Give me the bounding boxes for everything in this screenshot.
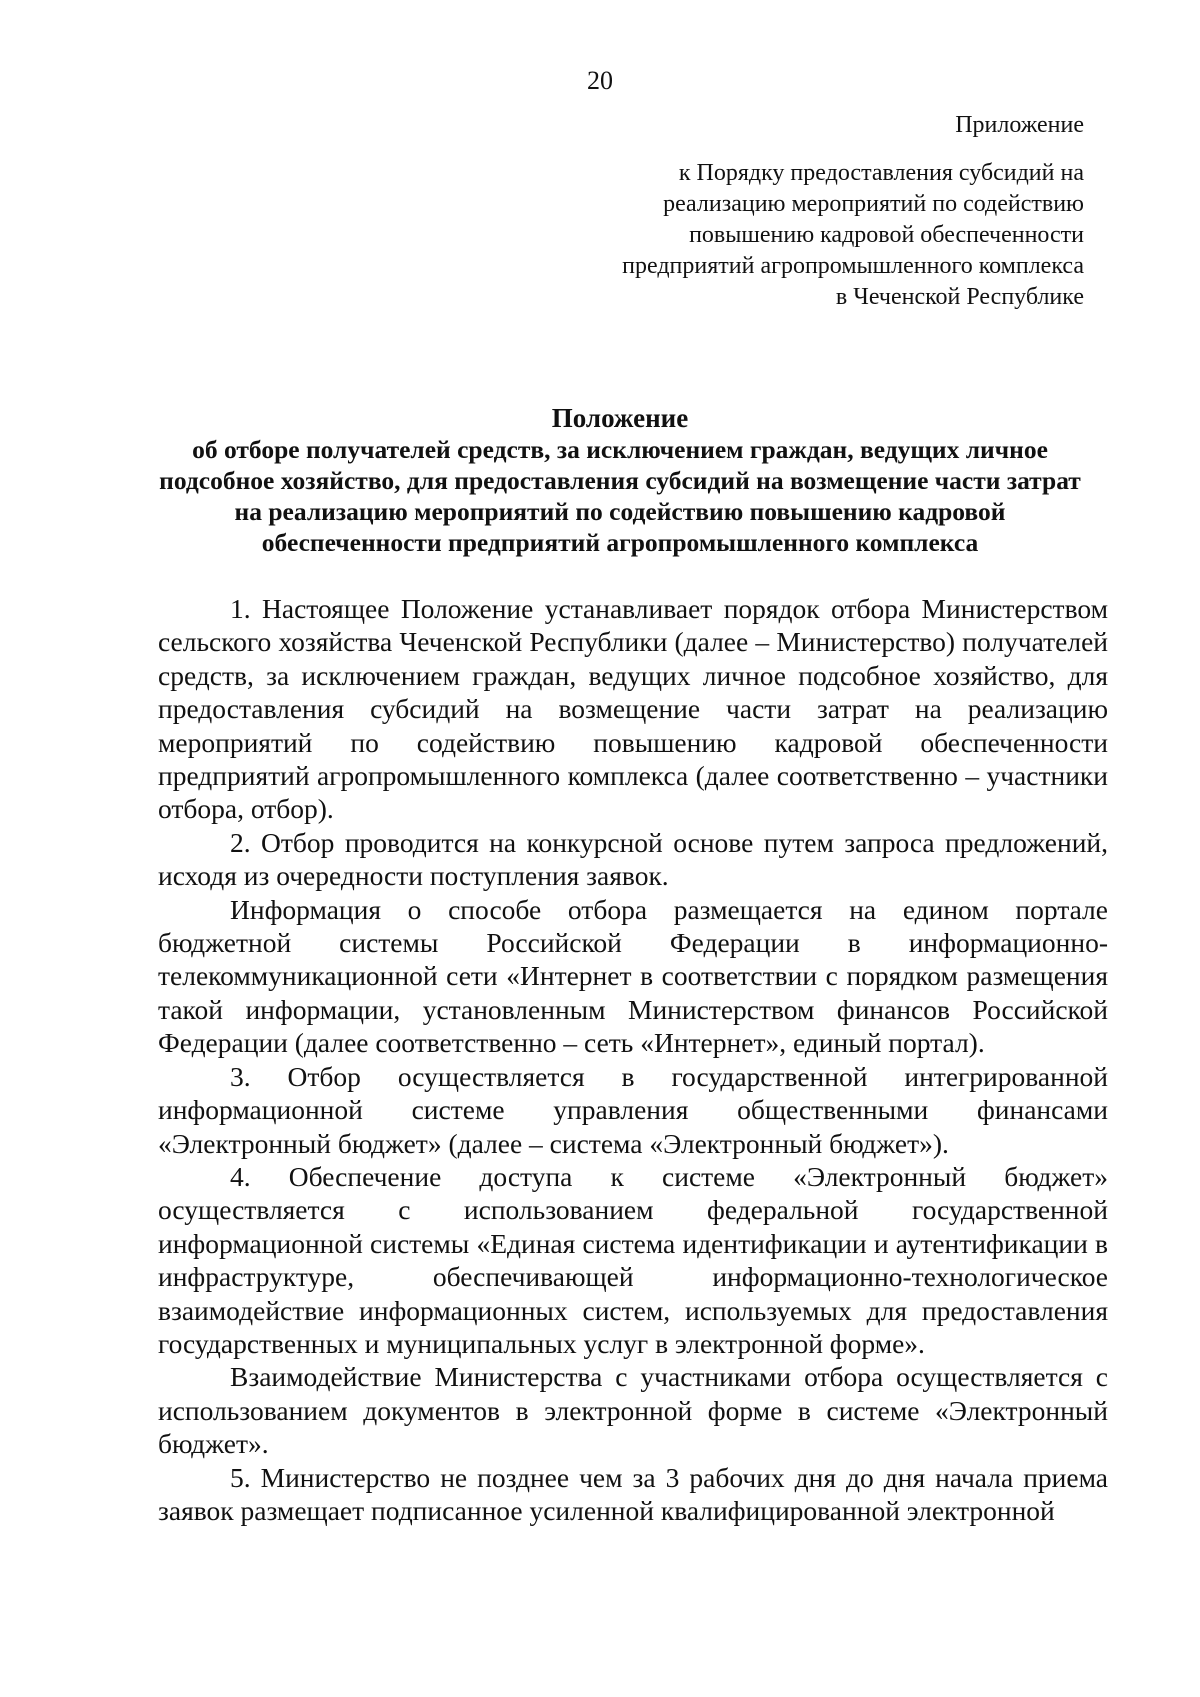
paragraph-7: 5. Министерство не позднее чем за 3 рабочих дня до дня начала приема заявок размещает подписанное усиленной квалифицированной электронной [158, 1461, 1108, 1526]
document-title [150, 403, 1090, 558]
appendix-body: к Порядку предоставления субсидий на реализацию мероприятий по содействию повышению кадровой обеспеченности предприятий агропромышленного комплекса в Чеченской Республике [622, 160, 1084, 310]
title-heading: Положение [551, 403, 689, 433]
title-subtitle: об отборе получателей средств, за исключением граждан, ведущих личное подсобное хозяйство, для предоставления субсидий на возмещение части затрат на реализацию мероприятий по содействию повышению кадровой обеспеченности предприятий агропромышленного комплекса [159, 435, 1081, 557]
appendix-block [614, 110, 1084, 313]
paragraph-4: 3. Отбор осуществляется в государственной интегрированной информационной системе управления общественными финансами «Электронный бюджет» (далее – система «Электронный бюджет»). [158, 1060, 1108, 1159]
paragraph-2: 2. Отбор проводится на конкурсной основе путем запроса предложений, исходя из очередности поступления заявок. [158, 826, 1108, 892]
paragraph-1: 1. Настоящее Положение устанавливает порядок отбора Министерством сельского хозяйства Чеченской Республики (далее – Министерство) получателей средств, за исключением граждан, ведущих личное подсобное хозяйство, для предоставления субсидий на возмещение части затрат на реализацию мероприятий по содействию повышению кадровой обеспеченности предприятий агропромышленного комплекса (далее соответственно – участники отбора, отбор). [158, 593, 1108, 825]
paragraph-3: Информация о способе отбора размещается на едином портале бюджетной системы Российской Федерации в информационно-телекоммуникационной сети «Интернет в соответствии с порядком размещения такой информации, установленным Министерством финансов Российской Федерации (далее соответственно – сеть «Интернет», единый портал). [158, 893, 1108, 1059]
document-body [158, 592, 1108, 1527]
page-number: 20 [587, 66, 613, 95]
appendix-title: Приложение [955, 112, 1084, 138]
paragraph-5: 4. Обеспечение доступа к системе «Электронный бюджет» осуществляется с использованием федеральной государственной информационной системы «Единая система идентификации и аутентификации в инфраструктуре, обеспечивающей информационно-технологическое взаимодействие информационных систем, используемых для предоставления государственных и муниципальных услуг в электронной форме». [158, 1160, 1108, 1359]
paragraph-6: Взаимодействие Министерства с участниками отбора осуществляется с использованием документов в электронной форме в системе «Электронный бюджет». [158, 1361, 1108, 1460]
